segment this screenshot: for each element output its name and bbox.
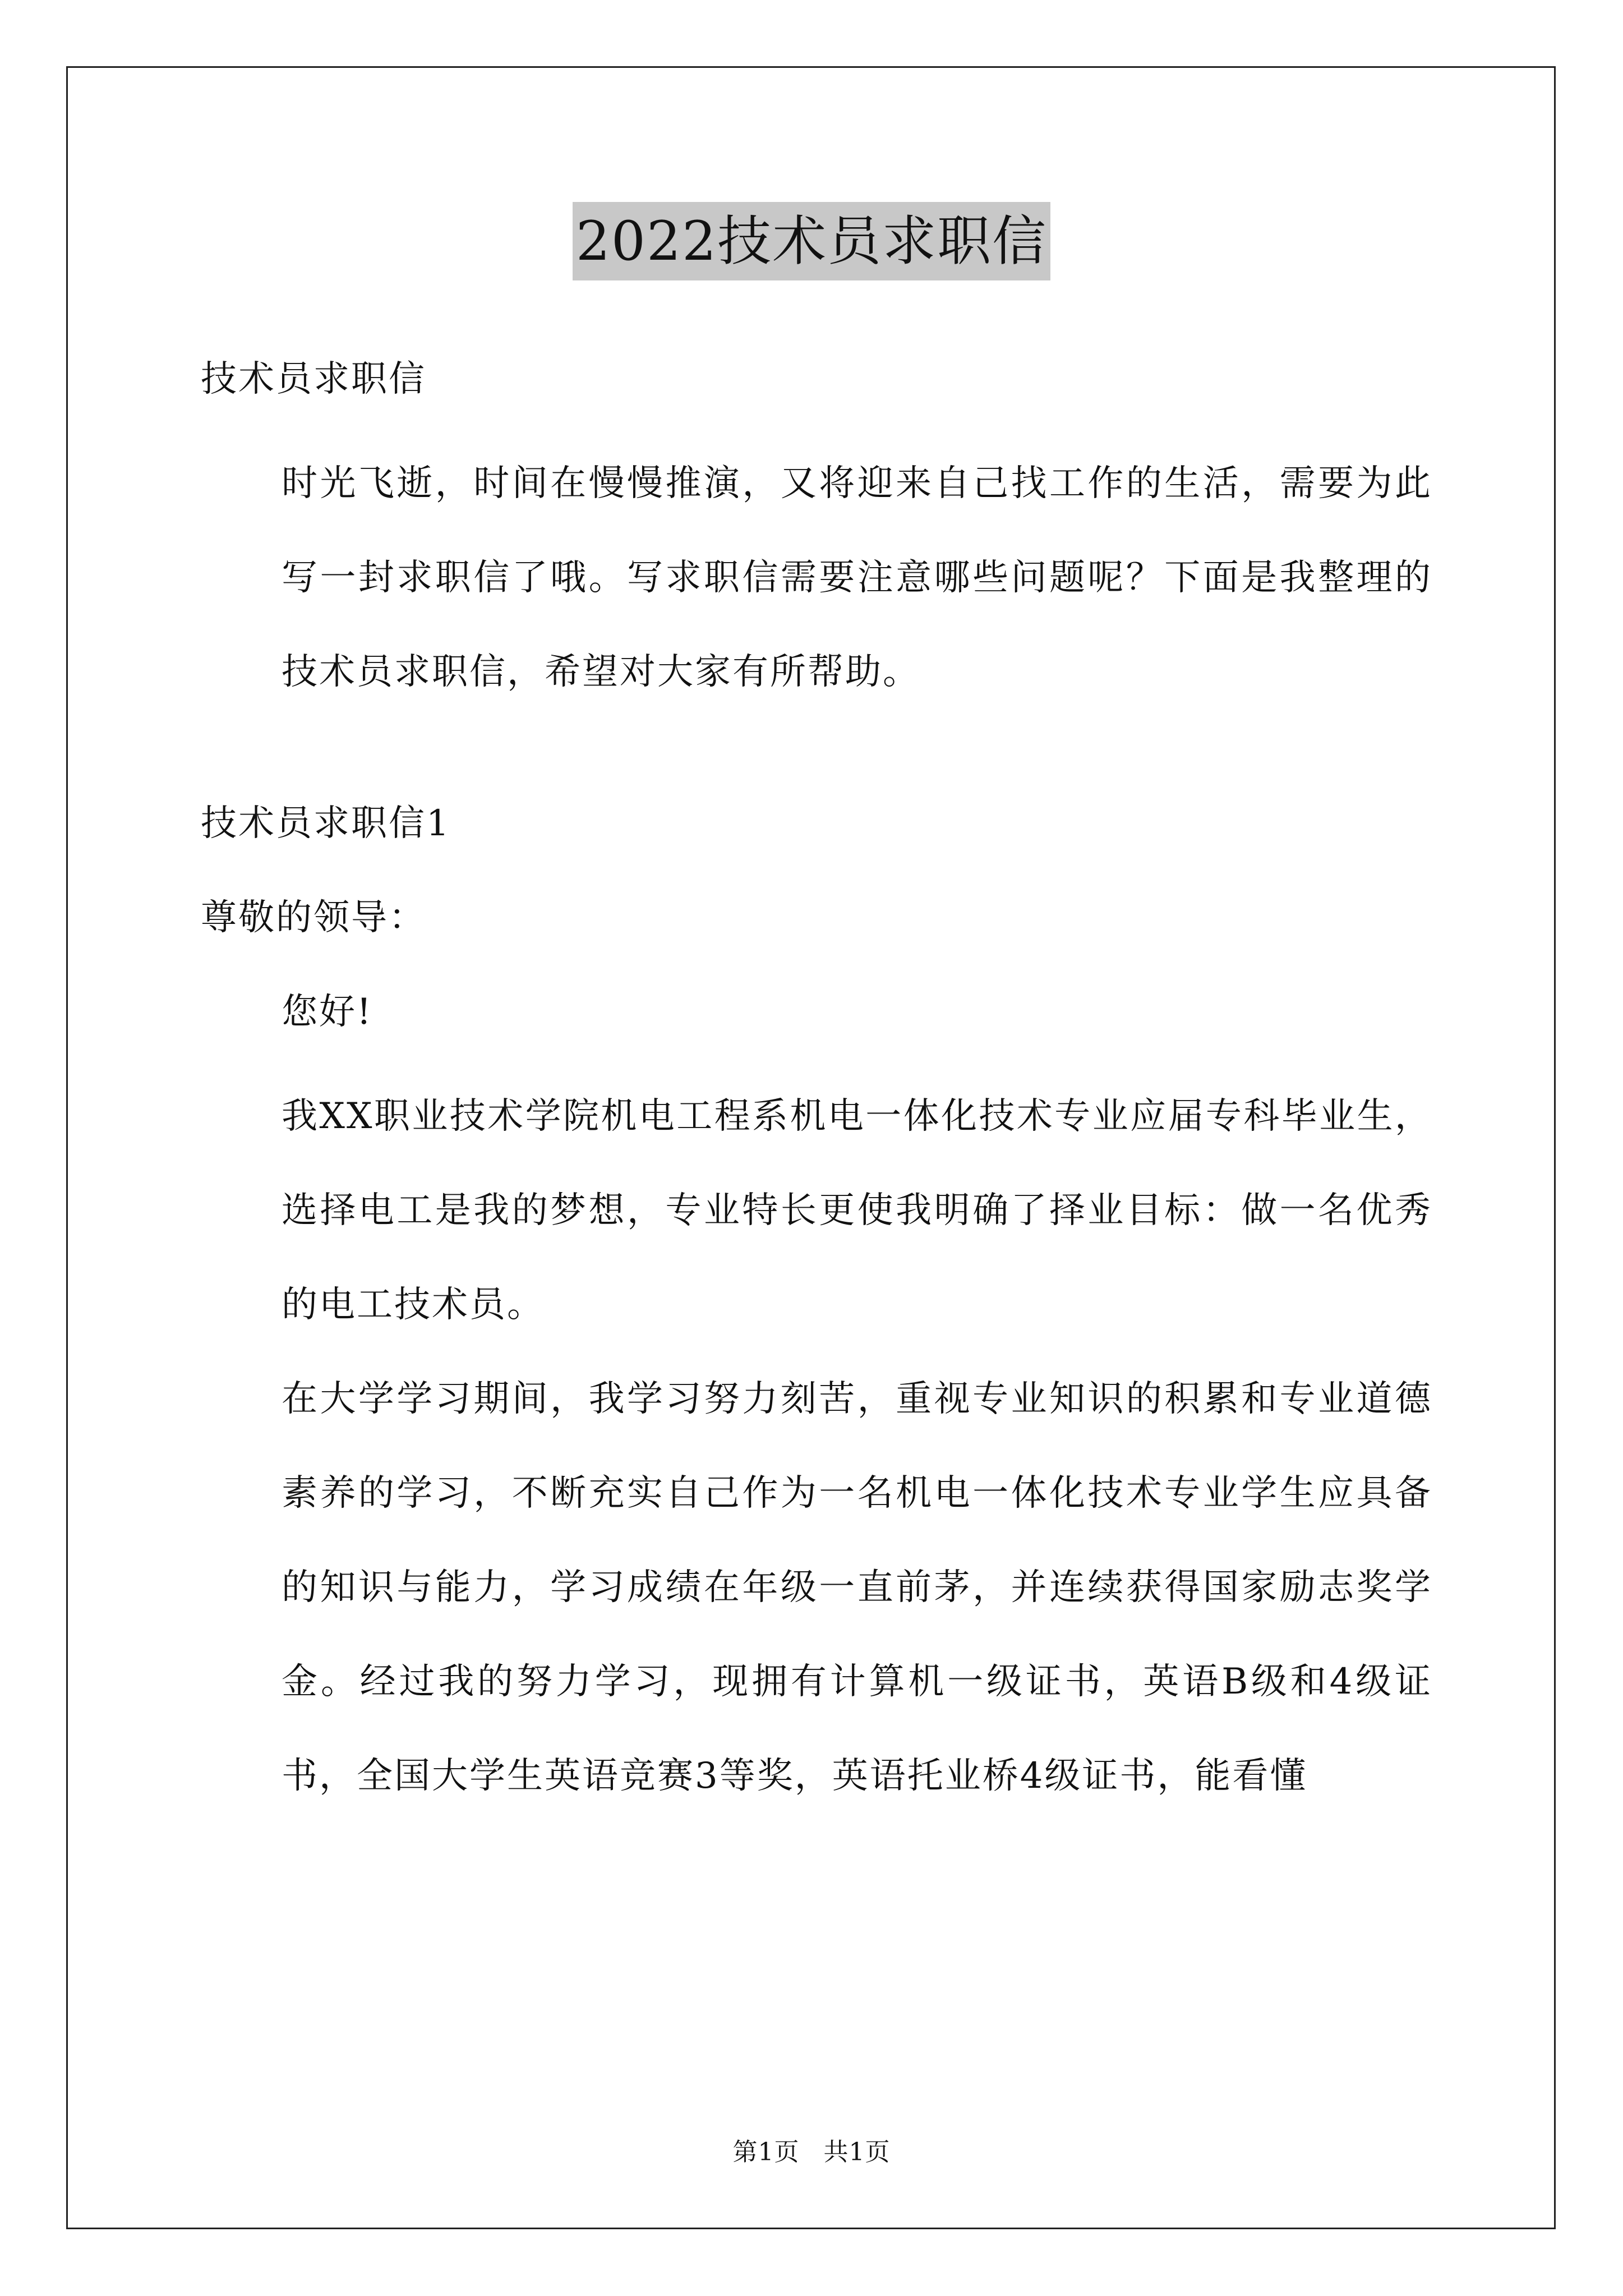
section-title: 技术员求职信1 xyxy=(201,803,451,844)
page-footer xyxy=(0,2132,1623,2168)
page-number: 第1页 xyxy=(732,2138,800,2166)
document-heading: 技术员求职信 xyxy=(201,358,426,400)
intro-paragraph: 时光飞逝，时间在慢慢推演，又将迎来自己找工作的生活，需要为此写一封求职信了哦。写求职信需要注意哪些问题呢？下面是我整理的技术员求职信，希望对大家有所帮助。 xyxy=(282,463,1432,693)
greeting: 您好! xyxy=(282,991,373,1033)
document-title: 2022技术员求职信 xyxy=(573,202,1050,280)
body-paragraph-2: 在大学学习期间，我学习努力刻苦，重视专业知识的积累和专业道德素养的学习，不断充实自己作为一名机电一体化技术专业学生应具备的知识与能力，学习成绩在年级一直前茅，并连续获得国家励志奖学金。经过我的努力学习，现拥有计算机一级证书，英语B级和4级证书，全国大学生英语竞赛3等奖，英语托业桥4级证书，能看懂 xyxy=(282,1378,1432,1797)
body-paragraph-1: 我XX职业技术学院机电工程系机电一体化技术专业应届专科毕业生，选择电工是我的梦想，专业特长更使我明确了择业目标：做一名优秀的电工技术员。 xyxy=(282,1096,1432,1326)
page-total: 共1页 xyxy=(823,2138,891,2166)
document-body xyxy=(201,342,1432,1823)
title-container xyxy=(0,202,1623,280)
salutation: 尊敬的领导： xyxy=(201,897,426,938)
